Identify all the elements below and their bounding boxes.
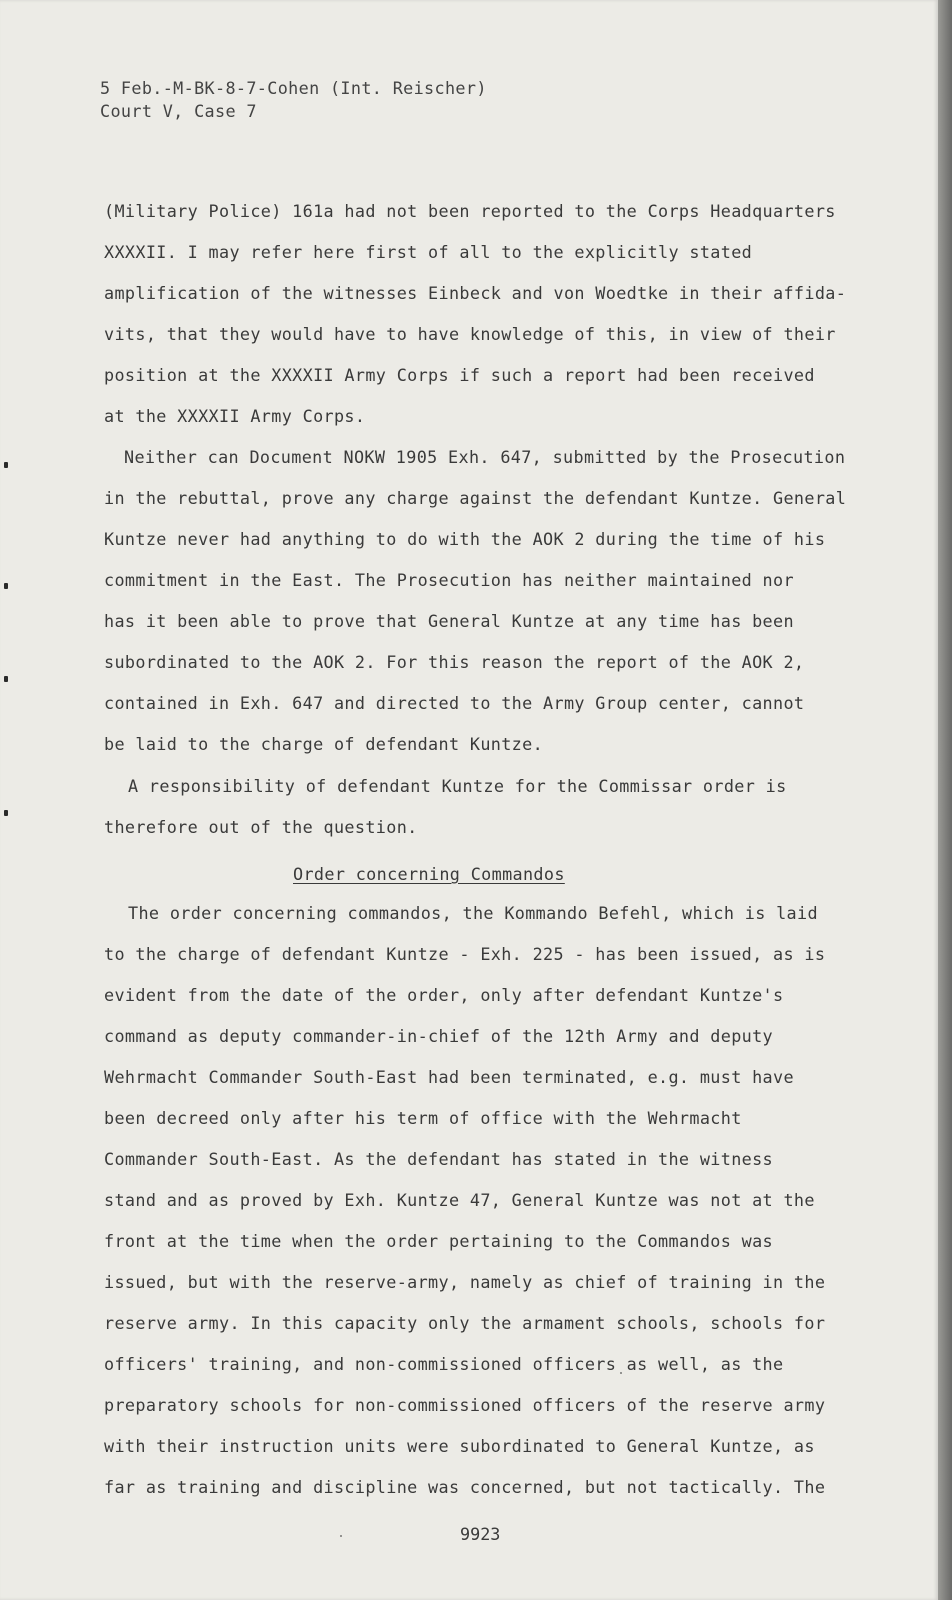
binding-mark xyxy=(4,676,8,682)
text-line: has it been able to prove that General Kuntze at any time has been xyxy=(104,611,794,631)
text-line: therefore out of the question. xyxy=(104,817,418,837)
text-line: at the XXXXII Army Corps. xyxy=(104,406,366,426)
binding-mark xyxy=(4,462,8,468)
text-line: XXXXII. I may refer here first of all to the explicitly stated xyxy=(104,242,753,262)
text-line: subordinated to the AOK 2. For this reason the report of the AOK 2, xyxy=(104,652,805,672)
text-line: preparatory schools for non-commissioned officers of the reserve army xyxy=(104,1395,826,1415)
text-line: been decreed only after his term of office with the Wehrmacht xyxy=(104,1108,742,1128)
text-line: position at the XXXXII Army Corps if such a report had been received xyxy=(104,365,815,385)
text-line: officers' training, and non-commissioned officers as well, as the xyxy=(104,1354,784,1374)
text-line: evident from the date of the order, only after defendant Kuntze's xyxy=(104,985,784,1005)
page-edge-shadow xyxy=(938,0,952,1600)
text-line: be laid to the charge of defendant Kuntze. xyxy=(104,734,544,754)
text-line: command as deputy commander-in-chief of the 12th Army and deputy xyxy=(104,1026,774,1046)
text-line: Commander South-East. As the defendant has stated in the witness xyxy=(104,1149,774,1169)
text-line: to the charge of defendant Kuntze - Exh. 225 - has been issued, as is xyxy=(104,944,826,964)
header-court-case: Court V, Case 7 xyxy=(100,101,257,121)
text-line: A responsibility of defendant Kuntze for the Commissar order is xyxy=(128,776,787,796)
text-line: commitment in the East. The Prosecution has neither maintained nor xyxy=(104,570,794,590)
section-heading: Order concerning Commandos xyxy=(293,864,565,884)
page-number: 9923 xyxy=(460,1524,501,1544)
text-line: Kuntze never had anything to do with the AOK 2 during the time of his xyxy=(104,529,826,549)
binding-mark xyxy=(4,583,8,589)
text-line: far as training and discipline was concerned, but not tactically. The xyxy=(104,1477,826,1497)
text-line: vits, that they would have to have knowledge of this, in view of their xyxy=(104,324,836,344)
text-line: front at the time when the order pertaining to the Commandos was xyxy=(104,1231,774,1251)
header-reference: 5 Feb.-M-BK-8-7-Cohen (Int. Reischer) xyxy=(100,78,487,98)
paper-speck xyxy=(340,1535,342,1537)
text-line: stand and as proved by Exh. Kuntze 47, General Kuntze was not at the xyxy=(104,1190,815,1210)
text-line: issued, but with the reserve-army, namely as chief of training in the xyxy=(104,1272,826,1292)
text-line: in the rebuttal, prove any charge against the defendant Kuntze. General xyxy=(104,488,847,508)
text-line: Wehrmacht Commander South-East had been terminated, e.g. must have xyxy=(104,1067,794,1087)
text-line: The order concerning commandos, the Kommando Befehl, which is laid xyxy=(128,903,818,923)
text-line: Neither can Document NOKW 1905 Exh. 647, submitted by the Prosecution xyxy=(124,447,846,467)
text-line: contained in Exh. 647 and directed to the Army Group center, cannot xyxy=(104,693,805,713)
text-line: reserve army. In this capacity only the armament schools, schools for xyxy=(104,1313,826,1333)
text-line: with their instruction units were subordinated to General Kuntze, as xyxy=(104,1436,815,1456)
binding-mark xyxy=(4,810,8,816)
text-line: (Military Police) 161a had not been reported to the Corps Headquarters xyxy=(104,201,836,221)
text-line: amplification of the witnesses Einbeck and von Woedtke in their affida- xyxy=(104,283,847,303)
